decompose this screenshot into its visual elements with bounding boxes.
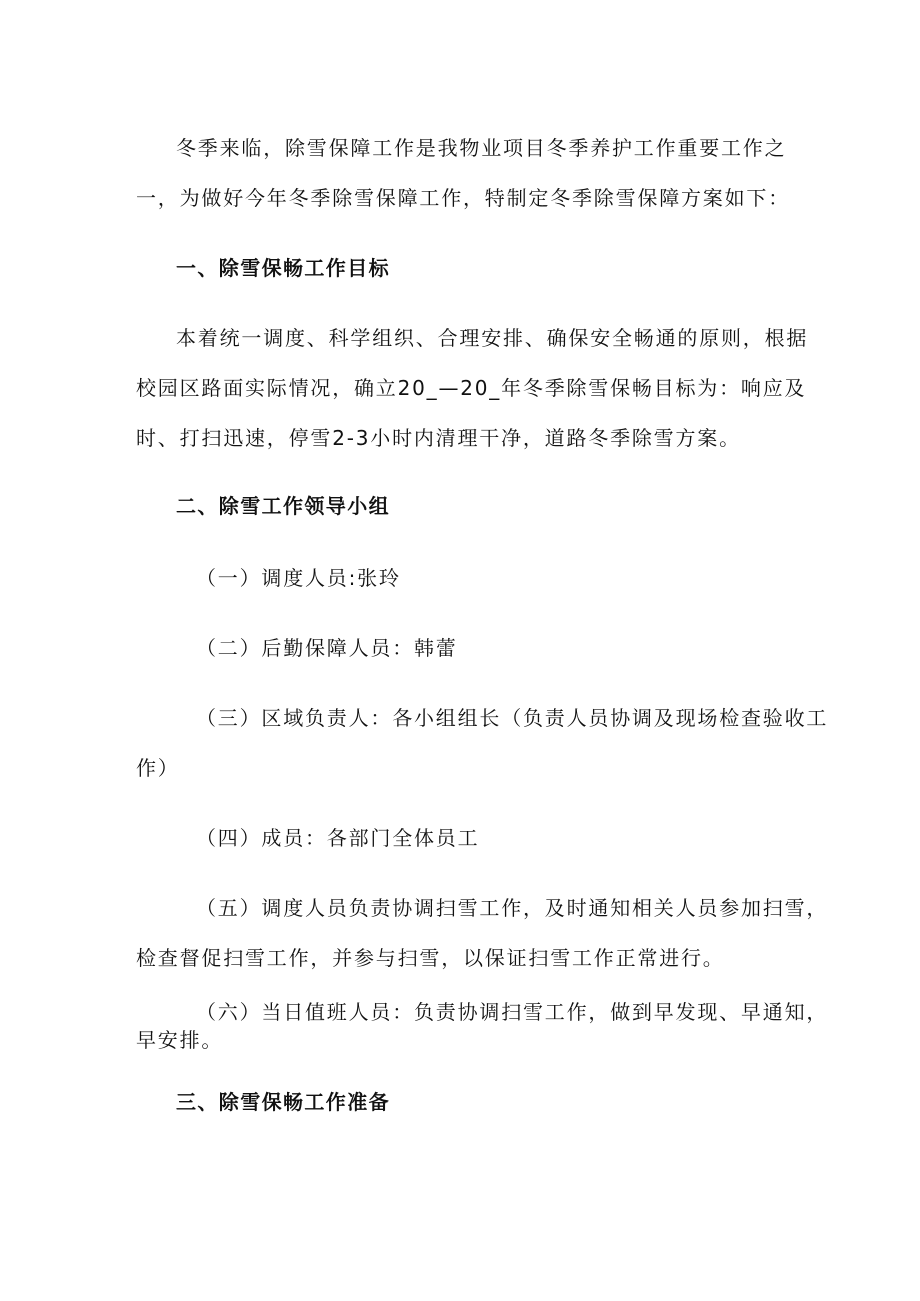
intro-line-2: 一，为做好今年冬季除雪保障工作，特制定冬季除雪保障方案如下： xyxy=(136,186,790,210)
leadership-item-4: （四）成员：各部门全体员工 xyxy=(196,826,480,850)
section-heading-leadership: 二、除雪工作领导小组 xyxy=(176,494,390,518)
intro-line-1: 冬季来临，除雪保障工作是我物业项目冬季养护工作重要工作之 xyxy=(176,136,787,160)
leadership-item-5-line-1: （五）调度人员负责协调扫雪工作，及时通知相关人员参加扫雪， xyxy=(196,896,829,920)
leadership-item-2: （二）后勤保障人员：韩蕾 xyxy=(196,636,458,660)
leadership-item-6-line-1: （六）当日值班人员：负责协调扫雪工作，做到早发现、早通知， xyxy=(196,1000,829,1024)
leadership-item-6-line-2: 早安排。 xyxy=(136,1028,224,1052)
goals-line-1: 本着统一调度、科学组织、合理安排、确保安全畅通的原则，根据 xyxy=(176,326,809,350)
section-heading-preparation: 三、除雪保畅工作准备 xyxy=(176,1090,390,1114)
goals-line-2: 校园区路面实际情况，确立20_—20_年冬季除雪保畅目标为：响应及 xyxy=(136,376,807,400)
goals-line-3: 时、打扫迅速，停雪2-3小时内清理干净，道路冬季除雪方案。 xyxy=(136,426,741,450)
leadership-item-5-line-2: 检查督促扫雪工作，并参与扫雪，以保证扫雪工作正常进行。 xyxy=(136,946,725,970)
section-heading-goals: 一、除雪保畅工作目标 xyxy=(176,256,390,280)
leadership-item-3-line-1: （三）区域负责人：各小组组长（负责人员协调及现场检查验收工 xyxy=(196,706,829,730)
leadership-item-1: （一）调度人员:张玲 xyxy=(196,566,401,590)
leadership-item-3-line-2: 作） xyxy=(136,756,180,780)
